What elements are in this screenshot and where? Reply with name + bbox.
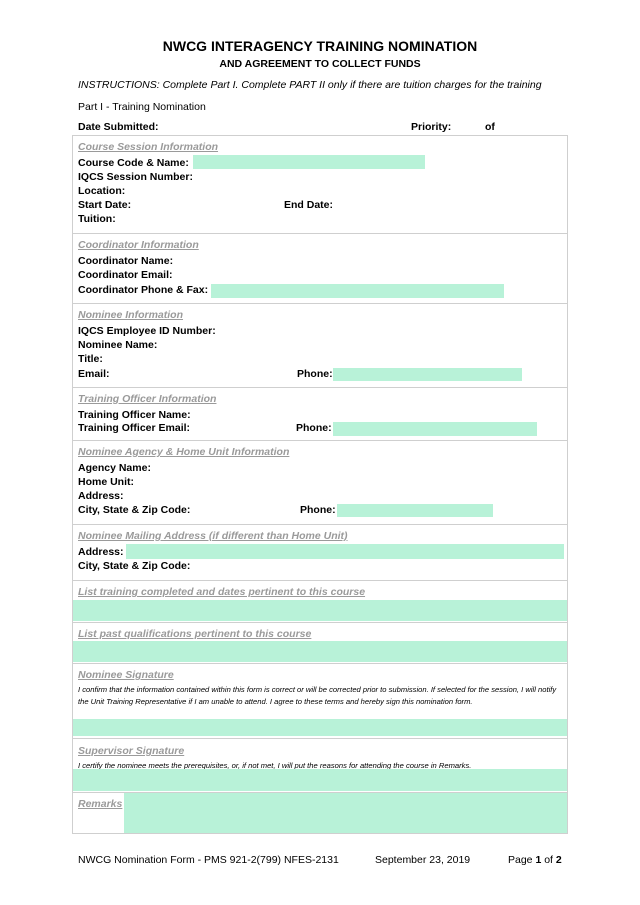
- nominee-phone-label: Phone:: [297, 368, 333, 380]
- section-divider: [72, 524, 568, 525]
- training-officer-email-label: Training Officer Email:: [78, 422, 191, 434]
- table-right-rule: [567, 135, 568, 833]
- end-date-label: End Date:: [284, 199, 334, 211]
- page-total: 2: [555, 854, 562, 866]
- section-divider: [72, 580, 568, 581]
- nominee-signature-statement: I confirm that the information contained within this form is correct or will be corrected prior to submission. If selected for the session, I will notify the Unit Training Representative if I am unable to attend. I agree to these terms and hereby sign this nomination form.: [78, 685, 557, 706]
- iqcs-session-label: IQCS Session Number:: [78, 171, 193, 183]
- nominee-email-label: Email:: [78, 368, 110, 380]
- section-divider: [72, 440, 568, 441]
- footer-form-id: NWCG Nomination Form - PMS 921-2(799) NFES-2131: [78, 854, 339, 866]
- table-bottom-rule: [72, 833, 568, 834]
- instructions-text: INSTRUCTIONS: Complete Part I. Complete PART II only if there are tuition charges for the training: [78, 79, 542, 91]
- nominee-name-label: Nominee Name:: [78, 339, 158, 351]
- remarks-heading: Remarks: [78, 798, 123, 810]
- mailing-city-state-zip-label: City, State & Zip Code:: [78, 560, 191, 572]
- qualifications-heading: List past qualifications pertinent to this course: [78, 628, 312, 640]
- supervisor-signature-field[interactable]: [73, 769, 567, 791]
- tuition-label: Tuition:: [78, 213, 116, 225]
- mailing-heading: Nominee Mailing Address (if different than Home Unit): [78, 530, 348, 542]
- table-top-rule: [72, 135, 568, 136]
- coordinator-email-label: Coordinator Email:: [78, 269, 173, 281]
- footer-date: September 23, 2019: [375, 854, 471, 866]
- agency-phone-field[interactable]: [337, 504, 493, 517]
- training-officer-name-label: Training Officer Name:: [78, 409, 191, 421]
- form-subtitle: AND AGREEMENT TO COLLECT FUNDS: [219, 58, 421, 70]
- section-divider: [72, 387, 568, 388]
- footer-page-number: [508, 854, 562, 866]
- page-current: 1: [535, 854, 542, 866]
- course-code-name-label: Course Code & Name:: [78, 157, 189, 169]
- form-title: NWCG INTERAGENCY TRAINING NOMINATION: [162, 38, 478, 54]
- remarks-field[interactable]: [124, 793, 567, 833]
- priority-label: Priority:: [411, 121, 452, 133]
- home-city-state-zip-label: City, State & Zip Code:: [78, 504, 191, 516]
- section-divider: [72, 663, 568, 664]
- location-label: Location:: [78, 185, 126, 197]
- page-of: of: [541, 854, 556, 866]
- section-divider: [72, 303, 568, 304]
- part-label: Part I - Training Nomination: [78, 101, 206, 113]
- supervisor-signature-statement: I certify the nominee meets the prerequisites, or, if not met, I will put the reasons for attending the course in Remarks.: [78, 761, 472, 769]
- section-divider: [72, 738, 568, 739]
- course-session-heading: Course Session Information: [78, 141, 219, 153]
- coordinator-name-label: Coordinator Name:: [78, 255, 174, 267]
- date-submitted-label: Date Submitted:: [78, 121, 159, 133]
- mailing-address-label: Address:: [78, 546, 124, 558]
- section-divider: [72, 233, 568, 234]
- nominee-heading: Nominee Information: [78, 309, 184, 321]
- nominee-title-label: Title:: [78, 353, 103, 365]
- section-divider: [72, 622, 568, 623]
- nominee-signature-field[interactable]: [73, 719, 567, 736]
- agency-heading: Nominee Agency & Home Unit Information: [78, 446, 290, 458]
- training-completed-field[interactable]: [73, 600, 567, 621]
- training-officer-phone-label: Phone:: [296, 422, 332, 434]
- qualifications-field[interactable]: [73, 641, 567, 662]
- home-address-label: Address:: [78, 490, 124, 502]
- training-officer-heading: Training Officer Information: [78, 393, 217, 405]
- nominee-signature-heading: Nominee Signature: [78, 669, 174, 681]
- start-date-label: Start Date:: [78, 199, 132, 211]
- employee-id-label: IQCS Employee ID Number:: [78, 325, 216, 337]
- course-code-name-field[interactable]: [193, 155, 425, 169]
- mailing-address-field[interactable]: [126, 544, 564, 559]
- priority-of-label: of: [485, 121, 495, 133]
- supervisor-signature-heading: Supervisor Signature: [78, 745, 185, 757]
- home-unit-label: Home Unit:: [78, 476, 134, 488]
- training-completed-heading: List training completed and dates pertinent to this course: [78, 586, 366, 598]
- nominee-phone-field[interactable]: [333, 368, 522, 381]
- agency-phone-label: Phone:: [300, 504, 336, 516]
- coordinator-phone-fax-field[interactable]: [211, 284, 504, 298]
- page-prefix: Page: [508, 854, 536, 866]
- coordinator-phone-fax-label: Coordinator Phone & Fax:: [78, 284, 209, 296]
- coordinator-heading: Coordinator Information: [78, 239, 199, 251]
- training-officer-phone-field[interactable]: [333, 422, 537, 436]
- agency-name-label: Agency Name:: [78, 462, 151, 474]
